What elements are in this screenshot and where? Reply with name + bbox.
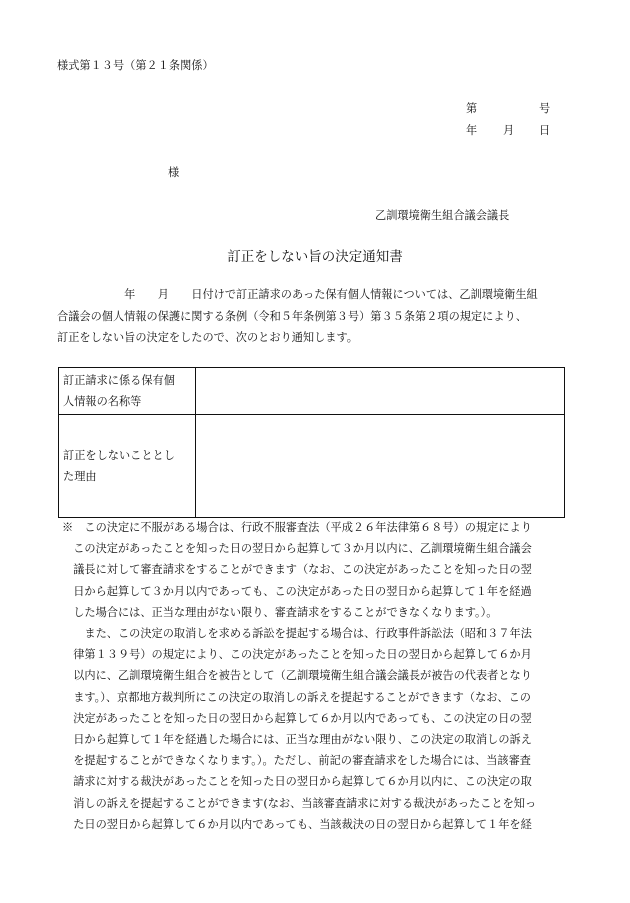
label-line: 訂正をしないこととし <box>63 449 175 462</box>
sender-name: 乙訓環境衛生組合議会議長 <box>375 209 510 222</box>
note-line: ます。）、京都地方裁判所にこの決定の取消しの訴えを提起することができます（なお、この <box>62 690 531 704</box>
year-label: 年 <box>466 124 478 137</box>
form-number: 様式第１３号（第２１条関係） <box>57 59 214 72</box>
day-label: 日 <box>539 124 551 137</box>
note-line: 議長に対して審査請求をすることができます（なお、この決定があったことを知った日の翌 <box>62 563 532 577</box>
note-line: 請求に対する裁決があったことを知った日の翌日から起算して６か月以内に、この決定の取 <box>62 775 532 789</box>
document-title: 訂正をしない旨の決定通知書 <box>227 249 403 265</box>
body-paragraph <box>57 284 577 349</box>
personal-info-name-label <box>59 368 196 415</box>
label-line: 人情報の名称等 <box>63 395 142 408</box>
body-line: 年 月 日付けで訂正請求のあった保有個人情報については、乙訓環境衛生組 <box>57 288 538 301</box>
note-line: 消しの訴えを提起することができます(なお、当該審査請求に対する裁決があったことを知っ <box>62 796 537 810</box>
note-line: した場合には、正当な理由がない限り、審査請求をすることができなくなります。）。 <box>62 605 498 619</box>
note-line: この決定があったことを知った日の翌日から起算して３か月以内に、乙訓環境衛生組合議会 <box>62 542 532 556</box>
addressee-honorific: 様 <box>168 166 180 179</box>
personal-info-name-field[interactable] <box>196 368 565 415</box>
note-line: 日から起算して３か月以内であっても、この決定があった日の翌日から起算して１年を経過 <box>62 584 532 598</box>
label-line: 訂正請求に係る保有個 <box>63 374 175 387</box>
note-line: ※ この決定に不服がある場合は、行政不服審査法（平成２６年法律第６８号）の規定により <box>62 521 532 534</box>
note-line: 決定があったことを知った日の翌日から起算して６か月以内であっても、この決定の日の翌 <box>62 711 532 725</box>
note-line: また、この決定の取消しを求める訴訟を提起する場合は、行政事件訴訟法（昭和３７年法 <box>62 627 532 641</box>
decision-table <box>58 367 565 518</box>
reason-label <box>59 415 196 518</box>
dai-label: 第 <box>466 102 478 115</box>
go-label: 号 <box>539 102 551 115</box>
table-row <box>59 368 565 415</box>
reason-field[interactable] <box>196 415 565 518</box>
month-label: 月 <box>503 124 515 137</box>
note-line: を提起することができなくなります。）。ただし、前記の審査請求をした場合には、当該審査 <box>62 754 531 768</box>
note-line: 日から起算して１年を経過した場合には、正当な理由がない限り、この決定の取消しの訴え <box>62 733 532 747</box>
label-line: た理由 <box>63 470 97 483</box>
appeal-notes <box>62 517 582 835</box>
note-line: た日の翌日から起算して６か月以内であっても、当該裁決の日の翌日から起算して１年を経 <box>62 817 532 831</box>
note-line: 以内に、乙訓環境衛生組合を被告として（乙訓環境衛生組合議会議長が被告の代表者となり <box>62 669 532 683</box>
note-line: 律第１３９号）の規定により、この決定があったことを知った日の翌日から起算して６か月 <box>62 648 532 662</box>
table-row <box>59 415 565 518</box>
body-line: 合議会の個人情報の保護に関する条例（令和５年条例第３号）第３５条第２項の規定により、 <box>57 309 527 323</box>
body-line: 訂正をしない旨の決定をしたので、次のとおり通知します。 <box>57 331 358 345</box>
